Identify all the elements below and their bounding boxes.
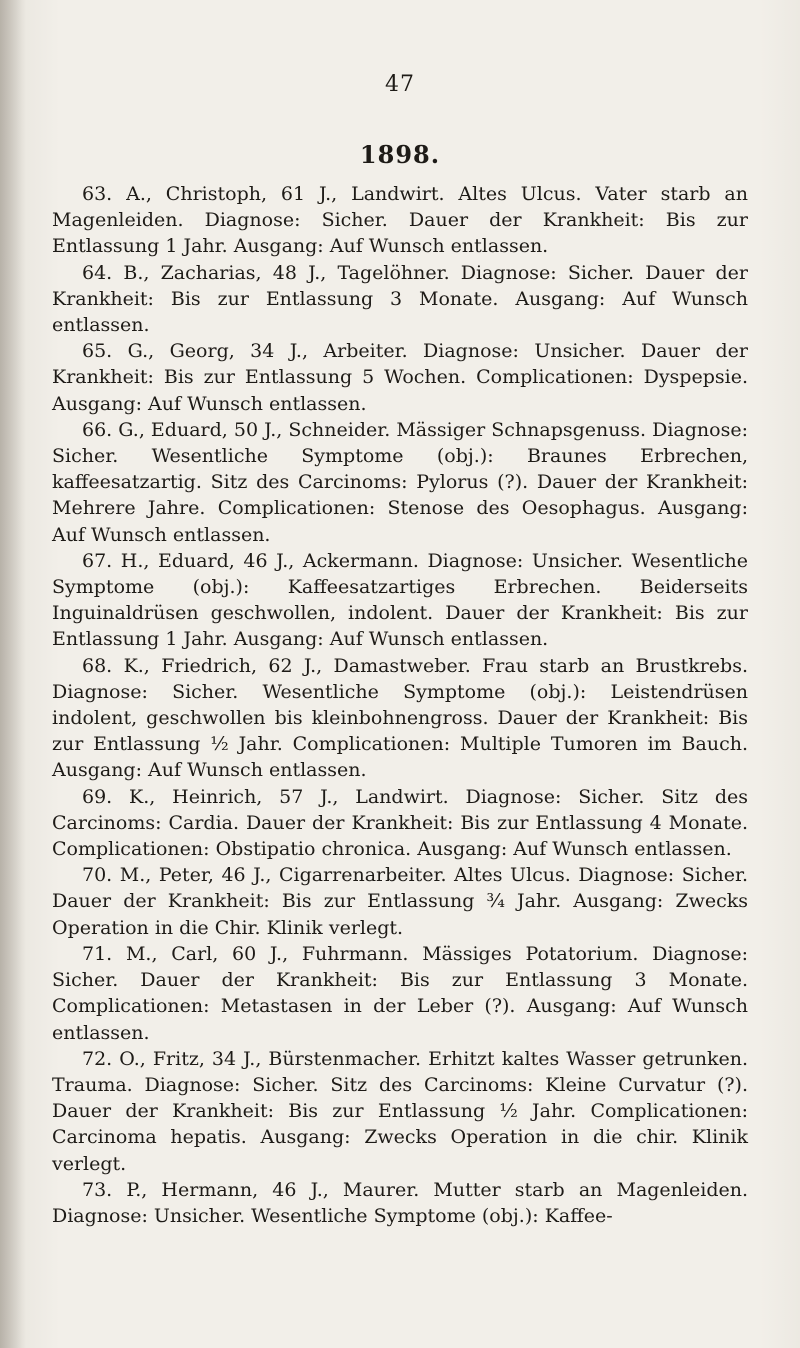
case-entry-63: 63. A., Christoph, 61 J., Landwirt. Altes Ulcus. Vater starb an Magenleiden. Diagnose: Sicher. Dauer der Krankheit: Bis zur Entlassung 1 Jahr. Ausgang: Auf Wunsch entlassen. bbox=[52, 183, 748, 258]
case-entry-66: 66. G., Eduard, 50 J., Schneider. Mässiger Schnapsgenuss. Diagnose: Sicher. Wesentliche Symptome (obj.): Braunes Erbrechen, kaffeesatzartig. Sitz des Carcinoms: Pylorus (?). Dauer der Krankheit: Mehrere Jahre. Complicationen: Stenose des Oesophagus. Ausgang: Auf Wunsch entlassen. bbox=[52, 418, 748, 546]
case-list bbox=[52, 181, 748, 1229]
case-entry-65: 65. G., Georg, 34 J., Arbeiter. Diagnose: Unsicher. Dauer der Krankheit: Bis zur Entlassung 5 Wochen. Complicationen: Dyspepsie. Ausgang: Auf Wunsch entlassen. bbox=[52, 340, 748, 415]
case-entry-68: 68. K., Friedrich, 62 J., Damastweber. Frau starb an Brustkrebs. Diagnose: Sicher. Wesentliche Symptome (obj.): Leistendrüsen indolent, geschwollen bis kleinbohnengross. Dauer der Krankheit: Bis zur Entlassung ½ Jahr. Complicationen: Multiple Tumoren im Bauch. Ausgang: Auf Wunsch entlassen. bbox=[52, 654, 748, 782]
case-entry-67: 67. H., Eduard, 46 J., Ackermann. Diagnose: Unsicher. Wesentliche Symptome (obj.): Kaffeesatzartiges Erbrechen. Beiderseits Inguinaldrüsen geschwollen, indolent. Dauer der Krankheit: Bis zur Entlassung 1 Jahr. Ausgang: Auf Wunsch entlassen. bbox=[52, 549, 748, 651]
binding-shadow bbox=[0, 0, 26, 1348]
page-number: 47 bbox=[385, 72, 415, 97]
case-entry-72: 72. O., Fritz, 34 J., Bürstenmacher. Erhitzt kaltes Wasser getrunken. Trauma. Diagnose: Sicher. Sitz des Carcinoms: Kleine Curvatur (?). Dauer der Krankheit: Bis zur Entlassung ½ Jahr. Complicationen: Carcinoma hepatis. Ausgang: Zwecks Operation in die chir. Klinik verlegt. bbox=[52, 1047, 748, 1175]
case-entry-71: 71. M., Carl, 60 J., Fuhrmann. Mässiges Potatorium. Diagnose: Sicher. Dauer der Krankheit: Bis zur Entlassung 3 Monate. Complicationen: Metastasen in der Leber (?). Ausgang: Auf Wunsch entlassen. bbox=[52, 942, 748, 1044]
case-entry-69: 69. K., Heinrich, 57 J., Landwirt. Diagnose: Sicher. Sitz des Carcinoms: Cardia. Dauer der Krankheit: Bis zur Entlassung 4 Monate. Complicationen: Obstipatio chronica. Ausgang: Auf Wunsch entlassen. bbox=[52, 785, 748, 861]
case-entry-73: 73. P., Hermann, 46 J., Maurer. Mutter starb an Magenleiden. Diagnose: Unsicher. Wesentliche Symptome (obj.): Kaffee- bbox=[52, 1178, 748, 1227]
section-heading-year: 1898. bbox=[359, 140, 441, 169]
case-entry-64: 64. B., Zacharias, 48 J., Tagelöhner. Diagnose: Sicher. Dauer der Krankheit: Bis zur Entlassung 3 Monate. Ausgang: Auf Wunsch entlassen. bbox=[52, 261, 748, 337]
case-entry-70: 70. M., Peter, 46 J., Cigarrenarbeiter. Altes Ulcus. Diagnose: Sicher. Dauer der Krankheit: Bis zur Entlassung ¾ Jahr. Ausgang: Zwecks Operation in die Chir. Klinik verlegt. bbox=[52, 864, 748, 939]
